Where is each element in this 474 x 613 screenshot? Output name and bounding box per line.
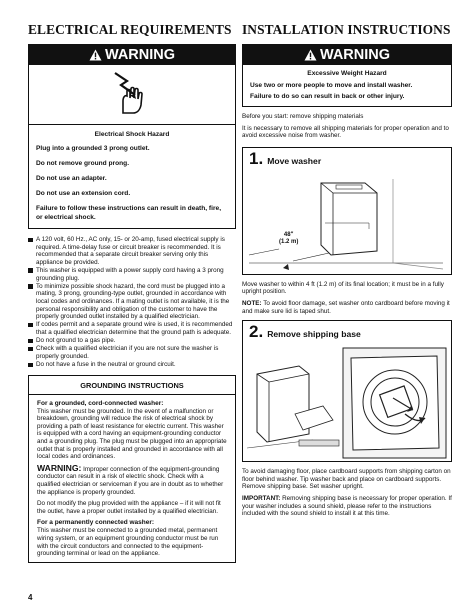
warning-triangle-icon [304,49,317,61]
installation-heading: INSTALLATION INSTRUCTIONS [242,22,451,37]
step-label: Move washer [267,155,322,166]
bullet-square-icon [28,323,33,328]
step-number: 1. [249,148,264,168]
step-header [243,148,451,170]
grounding-subheading: For a permanently connected washer: [37,519,155,527]
warning-line: Do not remove ground prong. [36,160,130,167]
grounding-subheading: For a grounded, cord-connected washer: [37,399,164,407]
list-item: If codes permit and a separate ground wire is used, it is recommended that a qualified electrician determine that the ground path is adequate. [28,321,236,336]
warning-title: Excessive Weight Hazard [307,70,387,77]
shock-hazard-graphic [29,65,235,125]
step2-important: IMPORTANT: Removing shipping base is necessary for proper operation. If your washer includes a sound shield, please refer to the instructions included with the sound shield to install it at this time. [242,494,452,518]
warning-line: Plug into a grounded 3 prong outlet. [36,145,150,152]
weight-warning-text [243,65,451,106]
bullet-square-icon [28,268,33,273]
move-washer-illustration [243,171,450,273]
warning-label: WARNING [319,47,391,63]
shock-warning-box [28,44,236,229]
warning-line: Failure to follow these instructions can result in death, fire, or electrical shock. [36,205,222,221]
grounding-instructions-box [28,375,236,563]
warning-label: WARNING [104,47,176,63]
electrical-heading: ELECTRICAL REQUIREMENTS [28,22,232,37]
step-number: 2. [249,322,264,342]
warning-banner [29,45,235,65]
list-item: A 120 volt, 60 Hz., AC only, 15- or 20-amp, fused electrical supply is required. A time-delay fuse or circuit breaker is recommended. It is recommended that a separate circuit breaker serving only this appliance be provided. [28,236,236,266]
warning-line: Do not use an extension cord. [36,190,131,197]
step-label: Remove shipping base [267,329,361,340]
step1-text: Move washer to within 4 ft (1.2 m) of its final location; it must be in a fully upright position. [242,280,444,296]
list-item: Do not have a fuse in the neutral or ground circuit. [28,361,236,369]
shock-warning-text [29,125,235,228]
grounding-warning-text: Improper connection of the equipment-grounding conductor can result in a risk of electric shock. Check with a qualified electrician or serviceman if you are in doubt as to whether the appliance is properly grounded. [37,465,224,496]
warning-line: Failure to do so can result in back or other injury. [250,93,405,100]
grounding-warning-word: WARNING: [37,462,82,473]
step-header [243,321,451,343]
grounding-paragraph: Do not modify the plug provided with the appliance – if it will not fit the outlet, have a proper outlet installed by a qualified electrician. [37,500,221,515]
warning-triangle-icon [89,49,102,61]
bullet-square-icon [28,284,33,289]
distance-label: 48" (1.2 m) [279,231,299,245]
electrical-requirements-column [28,22,236,563]
step-move-washer [242,147,452,275]
list-item: This washer is equipped with a power supply cord having a 3 prong grounding plug. [28,267,236,282]
warning-line: Do not use an adapter. [36,175,107,182]
electrical-bullet-list [28,236,236,369]
weight-warning-box [242,44,452,107]
bullet-square-icon [28,238,33,243]
electric-shock-hand-icon [109,71,151,115]
warning-line: Use two or more people to move and install washer. [250,82,413,89]
list-item: Check with a qualified electrician if you are not sure the washer is properly grounded. [28,345,236,360]
intro-line: Before you start: remove shipping materials [242,113,364,120]
bullet-square-icon [28,363,33,368]
intro-paragraph: It is necessary to remove all shipping materials for proper operation and to avoid excessive noise from washer. [242,124,449,140]
list-item: To minimize possible shock hazard, the cord must be plugged into a mating, 3 prong, grounding-type outlet, grounded in accordance with local codes and ordinances. If a mating outlet is not available, it is the personal responsibility and obligation of the customer to have the properly grounded outlet installed by a qualified electrician. [28,283,236,321]
step1-note: NOTE: To avoid floor damage, set washer onto cardboard before moving it and make sure lid is taped shut. [242,299,450,315]
page-number: 4 [28,593,33,602]
step2-text: To avoid damaging floor, place cardboard supports from shipping carton on floor behind washer. Tip washer back and place on cardboard supports. Remove shipping base. Set washer upright. [242,468,451,491]
warning-title: Electrical Shock Hazard [94,131,170,138]
installation-instructions-column [242,22,452,518]
warning-banner [243,45,451,65]
grounding-title: GROUNDING INSTRUCTIONS [29,381,235,395]
step-remove-shipping-base [242,320,452,462]
grounding-paragraph: This washer must be grounded. In the event of a malfunction or breakdown, grounding will reduce the risk of electrical shock by providing a path of least resistance for electric current. This washer is equipped with a cord having an equipment-grounding conductor and a grounding plug. The plug must be plugged into an appropriate outlet that is properly installed and grounded in accordance with all local codes and ordinances. [37,407,227,461]
bullet-square-icon [28,347,33,352]
grounding-warning [37,462,227,496]
list-item: Do not ground to a gas pipe. [28,337,236,345]
grounding-paragraph: This washer must be connected to a grounded metal, permanent wiring system, or an equipment grounding conductor must be run with the circuit conductors and connected to the equipment-grounding terminal or lead on the appliance. [37,527,219,558]
bullet-square-icon [28,339,33,344]
remove-base-illustration [243,344,450,461]
